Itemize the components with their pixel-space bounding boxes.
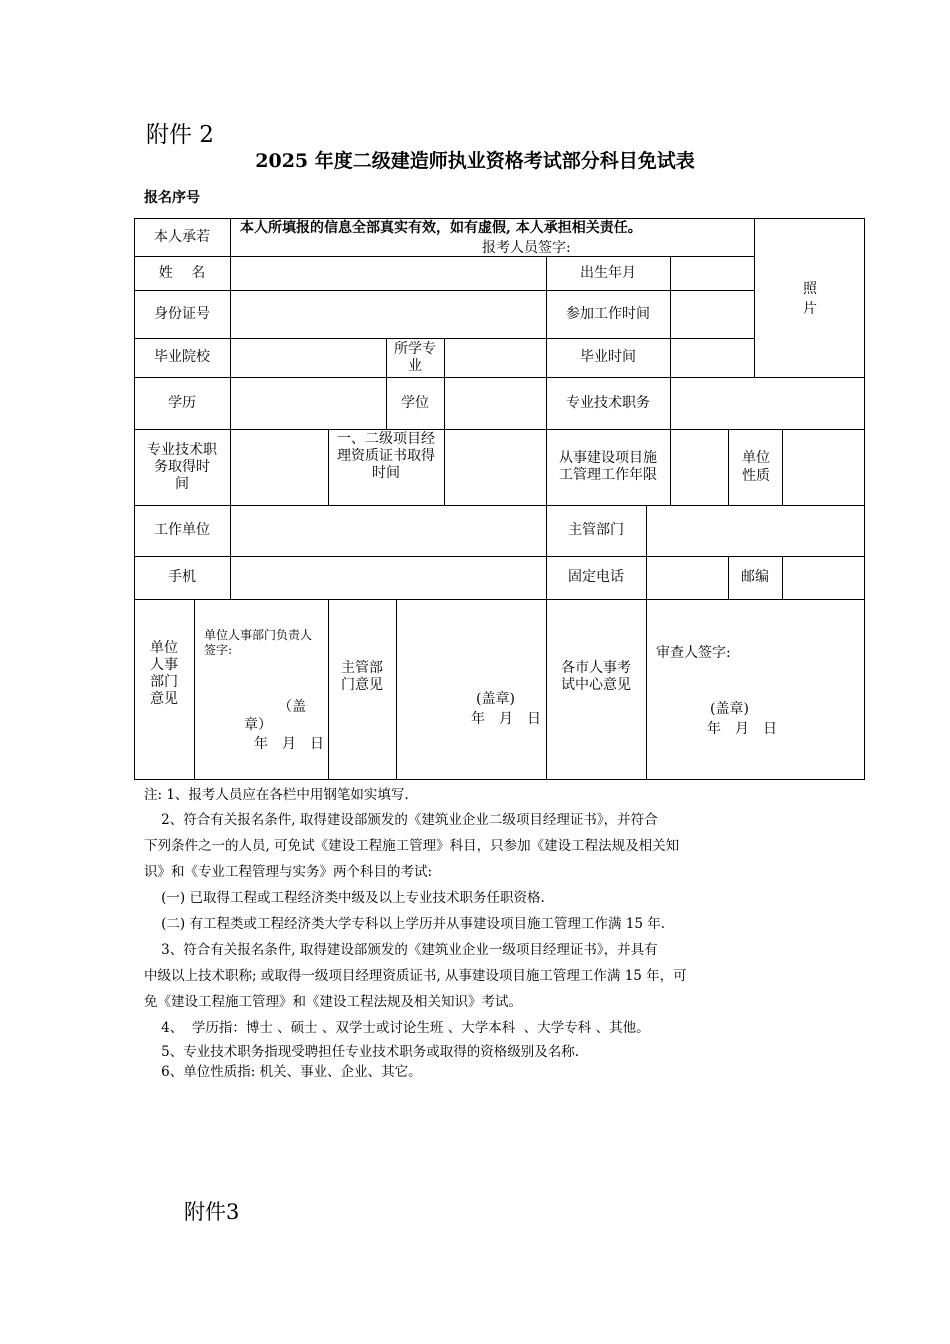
notes-section <box>144 786 824 1081</box>
applicant-signature-label: 报考人员签字: <box>482 240 571 256</box>
pledge-label: 本人承若 <box>154 228 210 245</box>
hr-seal: （盖章） <box>244 699 306 733</box>
supervisor-seal: (盖章) <box>476 691 515 707</box>
degree-label: 学位 <box>401 394 429 411</box>
note-line: (一) 已取得工程或工程经济类中级及以上专业技术职务任职资格. <box>144 890 545 906</box>
reviewer-signature-label: 审查人签字: <box>656 645 731 661</box>
landline-label: 固定电话 <box>568 569 624 585</box>
form-title: 2025 年度二级建造师执业资格考试部分科目免试表 <box>255 150 695 172</box>
photo-placeholder: 照片 <box>803 281 817 317</box>
professional-title-label: 专业技术职务 <box>566 394 650 411</box>
postcode-label: 邮编 <box>741 569 769 585</box>
title-obtained-time-label: 专业技术职务取得时 间 <box>147 441 229 492</box>
hr-date: 年 月 日 <box>254 736 324 752</box>
supervisor-opinion-label: 主管部门意见 <box>341 660 383 693</box>
pledge-text: 本人所填报的信息全部真实有效，如有虚假, 本人承担相关责任。 <box>240 220 642 236</box>
note-line: 免《建设工程施工管理》和《建设工程法规及相关知识》考试。 <box>144 994 522 1010</box>
attachment-3-label: 附件3 <box>184 1200 240 1224</box>
cert-obtained-time-label: 一、二级项目经理资质证书取得时间 <box>337 431 435 481</box>
note-line: 5、专业技术职务指现受聘担任专业技术职务或取得的资格级别及名称. <box>144 1044 580 1060</box>
note-line: 3、符合有关报名条件, 取得建设部颁发的《建筑业企业一级项目经理证书》，并具有 <box>144 942 658 958</box>
reviewer-date: 年 月 日 <box>707 721 777 737</box>
note-line: 识》和《专业工程管理与实务》两个科目的考试: <box>144 864 433 880</box>
note-line: 2、符合有关报名条件, 取得建设部颁发的《建筑业企业二级项目经理证书》，并符合 <box>144 812 658 828</box>
note-line: 4、 学历指：博士 、硕士 、双学士或讨论生班 、大学本科 、大学专科 、其他。 <box>144 1020 650 1036</box>
school-label: 毕业院校 <box>154 349 210 365</box>
employer-label: 工作单位 <box>154 522 210 538</box>
graduation-time-label: 毕业时间 <box>580 349 636 365</box>
management-years-label: 从事建设项目施工管理工作年限 <box>559 450 657 483</box>
note-line: 6、单位性质指: 机关、事业、企业、其它。 <box>144 1064 422 1080</box>
note-line: 中级以上技术职称; 或取得一级项目经理资质证书, 从事建设项目施工管理工作满 15 年，可 <box>144 968 687 984</box>
name-label: 姓 名 <box>158 264 206 281</box>
mobile-label: 手机 <box>168 569 196 585</box>
note-line: (二) 有工程类或工程经济类大学专科以上学历并从事建设项目施工管理工作满 15 年. <box>144 916 666 932</box>
note-line: 下列条件之一的人员, 可免试《建设工程施工管理》科目，只参加《建设工程法规及相关知 <box>144 838 680 854</box>
id-number-label: 身份证号 <box>154 305 210 322</box>
reviewer-seal: (盖章) <box>710 701 749 717</box>
attachment-label: 附件 2 <box>146 122 214 148</box>
unit-nature-label: 单位性质 <box>742 450 770 484</box>
education-label: 学历 <box>168 394 196 411</box>
major-label: 所学专业 <box>394 340 436 374</box>
registration-number-label: 报名序号 <box>144 190 200 206</box>
hr-opinion-label: 单位人事部门意见 <box>150 640 178 707</box>
supervising-dept-label: 主管部门 <box>568 522 624 538</box>
work-start-label: 参加工作时间 <box>566 305 650 322</box>
supervisor-date: 年 月 日 <box>471 711 541 727</box>
exam-center-opinion-label: 各市人事考试中心意见 <box>561 660 631 693</box>
note-line: 注: 1、报考人员应在各栏中用钢笔如实填写. <box>144 787 409 803</box>
hr-signature-label: 单位人事部门负责人签字: <box>204 628 313 657</box>
birth-date-label: 出生年月 <box>580 264 636 281</box>
